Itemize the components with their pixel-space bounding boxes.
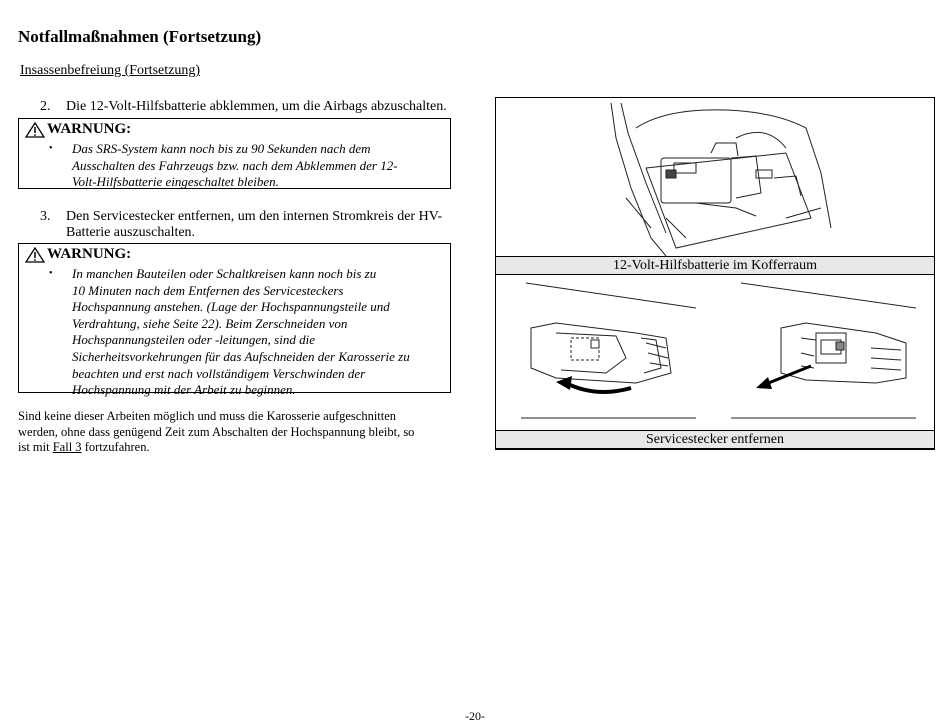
warning-box-1 [18, 118, 451, 189]
warning-heading [25, 121, 131, 138]
battery-trunk-illustration [606, 98, 836, 256]
closing-paragraph: Sind keine dieser Arbeiten möglich und muss die Karosserie aufgeschnitten werden, ohne dass genügend Zeit zum Abschalten der Hochspannung bleibt, so ist mit Fall 3 fortzufahren. [18, 409, 415, 454]
warning-heading [25, 246, 131, 263]
page-title: Notfallmaßnahmen (Fortsetzung) [18, 27, 262, 46]
bullet: • [49, 268, 53, 279]
page-number: -20- [465, 709, 485, 723]
step-number: 3. [40, 209, 51, 224]
warning-box-2 [18, 243, 451, 398]
step-text: Die 12-Volt-Hilfsbatterie abklemmen, um die Airbags abzuschalten. [66, 99, 447, 114]
figure-caption-1: 12-Volt-Hilfsbatterie im Kofferraum [496, 256, 934, 275]
figure-caption-2: Servicestecker entfernen [496, 430, 934, 449]
figure-panel [495, 97, 935, 450]
step-text-line2: Batterie auszuschalten. [66, 225, 196, 240]
warning-label: WARNUNG: [47, 121, 132, 137]
service-plug-illustration [516, 278, 916, 428]
warning-text: Das SRS-System kann noch bis zu 90 Sekunden nach dem Ausschalten des Fahrzeugs bzw. nach dem Abklemmen der 12- Volt-Hilfsbatterie eingeschaltet bleiben. [72, 141, 398, 190]
bullet: • [49, 143, 53, 154]
step-3 [40, 208, 450, 244]
warning-text: In manchen Bauteilen oder Schaltkreisen kann noch bis zu 10 Minuten nach dem Entfernen des Servicesteckers Hochspannung anstehen. (Lage der Hochspannungsteile und Verdrahtung, siehe Seite 22). Beim Zerschneiden von Hochspannungsteilen oder -leitungen, sind die Sicherheitsvorkehrungen für das Aufschneiden der Karosserie zu beachten und erst nach vollständigem Verschwinden der Hochspannung mit der Arbeit zu beginnen. [72, 266, 410, 398]
fall-3-link[interactable]: Fall 3 [52, 440, 82, 454]
warning-triangle-icon [25, 122, 45, 138]
warning-label: WARNUNG: [47, 246, 132, 262]
section-subtitle: Insassenbefreiung (Fortsetzung) [20, 63, 201, 78]
step-number: 2. [40, 99, 51, 114]
warning-triangle-icon [25, 247, 45, 263]
step-text-line1: Den Servicestecker entfernen, um den internen Stromkreis der HV- [66, 209, 443, 224]
